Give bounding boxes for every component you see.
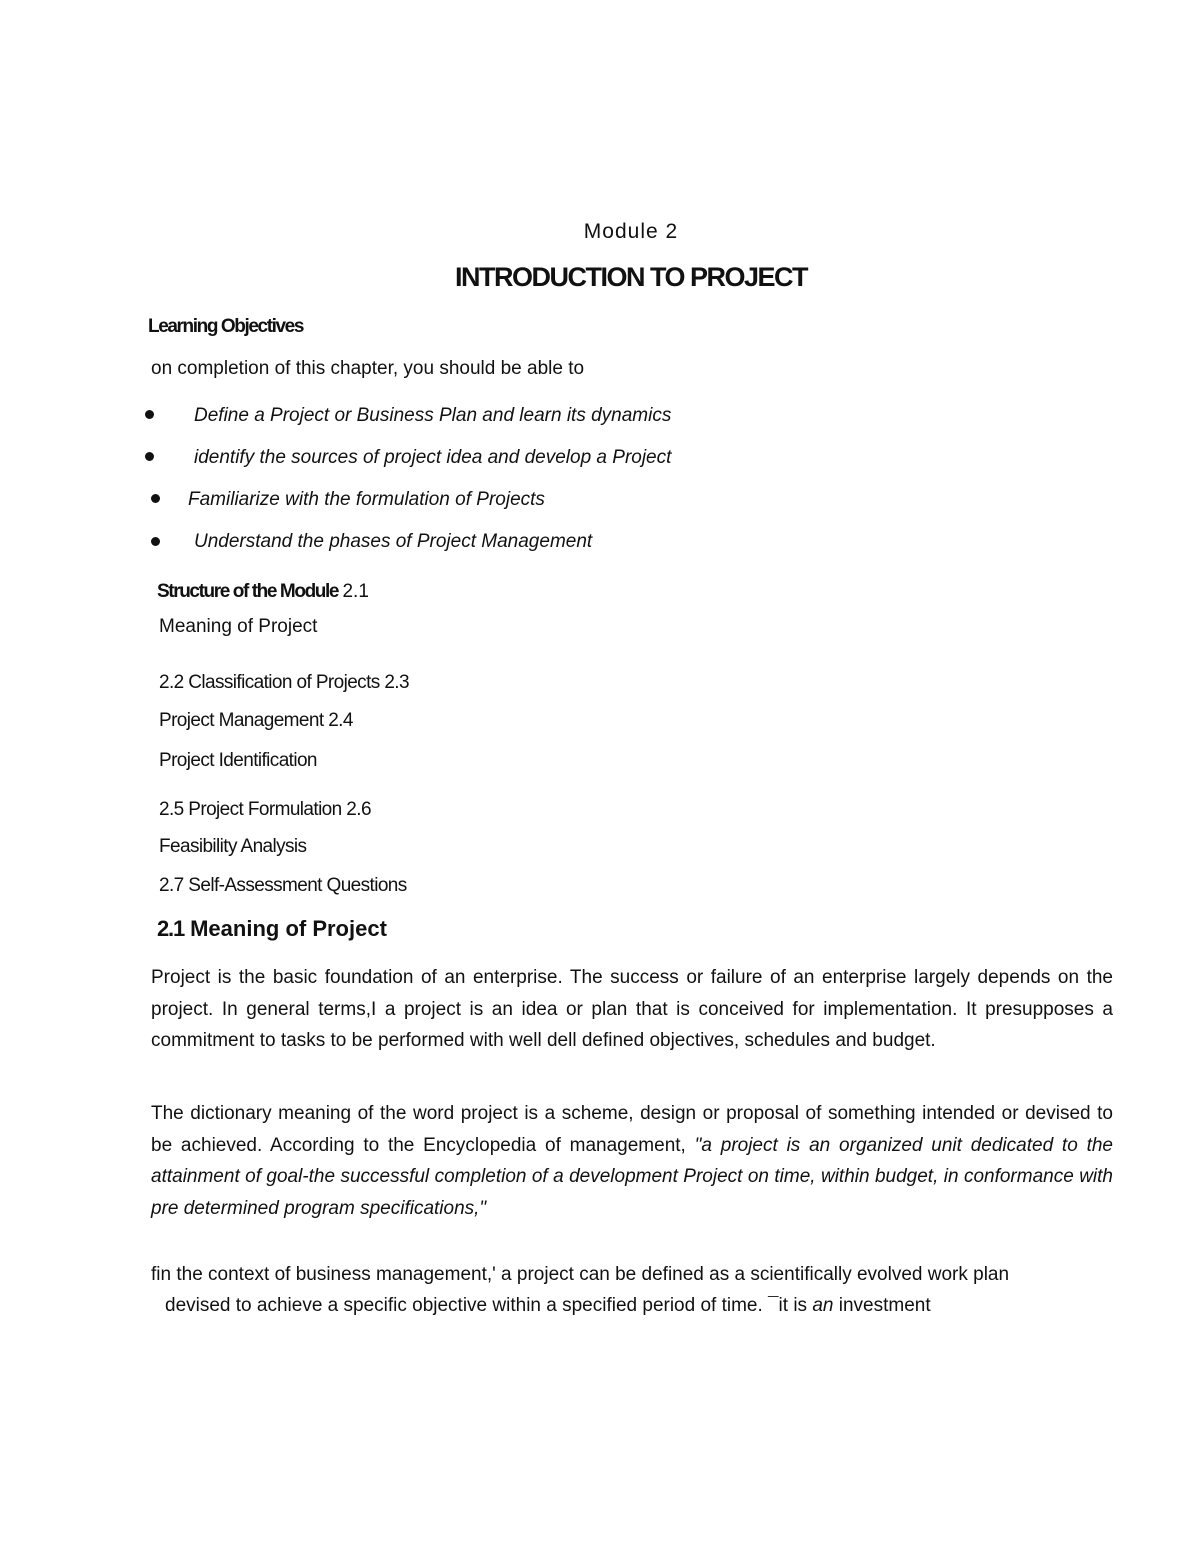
module-label: Module 2 [583, 220, 679, 243]
paragraph-text: investment [833, 1295, 931, 1316]
structure-line: 2.2 Classification of Projects 2.3 [159, 672, 409, 693]
objective-item: Understand the phases of Project Management [194, 531, 593, 552]
encyclopedia-quote: "a project is an organized unit dedicated to the attainment of goal-the successful completion of a development Project on time, within budget, in conformance with pre determined program specifications," [151, 1134, 1113, 1219]
section-title: Meaning of Project [190, 916, 387, 941]
objective-item: Familiarize with the formulation of Projects [188, 489, 545, 510]
paragraph-text: devised to achieve a specific objective within a specified period of time. ¯it is [165, 1295, 813, 1316]
bullet-icon [151, 537, 160, 546]
page-title: INTRODUCTION TO PROJECT [454, 262, 808, 292]
objective-item: identify the sources of project idea and develop a Project [194, 447, 672, 468]
objective-item: Define a Project or Business Plan and learn its dynamics [194, 405, 672, 426]
bullet-icon [151, 494, 160, 503]
structure-line: Project Identification [159, 750, 317, 771]
paragraph: Project is the basic foundation of an enterprise. The success or failure of an enterprise largely depends on the project. In general terms,I a project is an idea or plan that is conceived for implementation. It presupposes a commitment to tasks to be performed with well dell defined objectives, schedules and budget. [151, 967, 1113, 1051]
section-heading [157, 916, 387, 942]
bullet-icon [145, 410, 154, 419]
structure-line: Project Management 2.4 [159, 710, 353, 731]
structure-line: 2.7 Self-Assessment Questions [159, 875, 407, 896]
paragraph-line [165, 1295, 931, 1317]
structure-heading-line [157, 581, 369, 603]
structure-line: Meaning of Project [159, 616, 318, 637]
structure-line: Feasibility Analysis [159, 836, 307, 857]
objectives-intro: on completion of this chapter, you should be able to [151, 358, 585, 379]
paragraph-emphasis: an [812, 1295, 834, 1316]
structure-heading: Structure of the Module [157, 581, 339, 602]
paragraph [151, 1098, 1113, 1224]
bullet-icon [145, 452, 154, 461]
section-number: 2.1 [157, 916, 184, 941]
paragraph-line: fin the context of business management,' a project can be defined as a scientifically evolved work plan [151, 1264, 1010, 1285]
learning-objectives-heading: Learning Objectives [148, 316, 304, 337]
paragraph-text: The dictionary meaning of the word project is a scheme, design or proposal of something intended or devised to be achieved. According to the Encyclopedia of management, [151, 1103, 1113, 1156]
structure-line: 2.5 Project Formulation 2.6 [159, 799, 371, 820]
structure-line: 2.1 [342, 581, 369, 602]
